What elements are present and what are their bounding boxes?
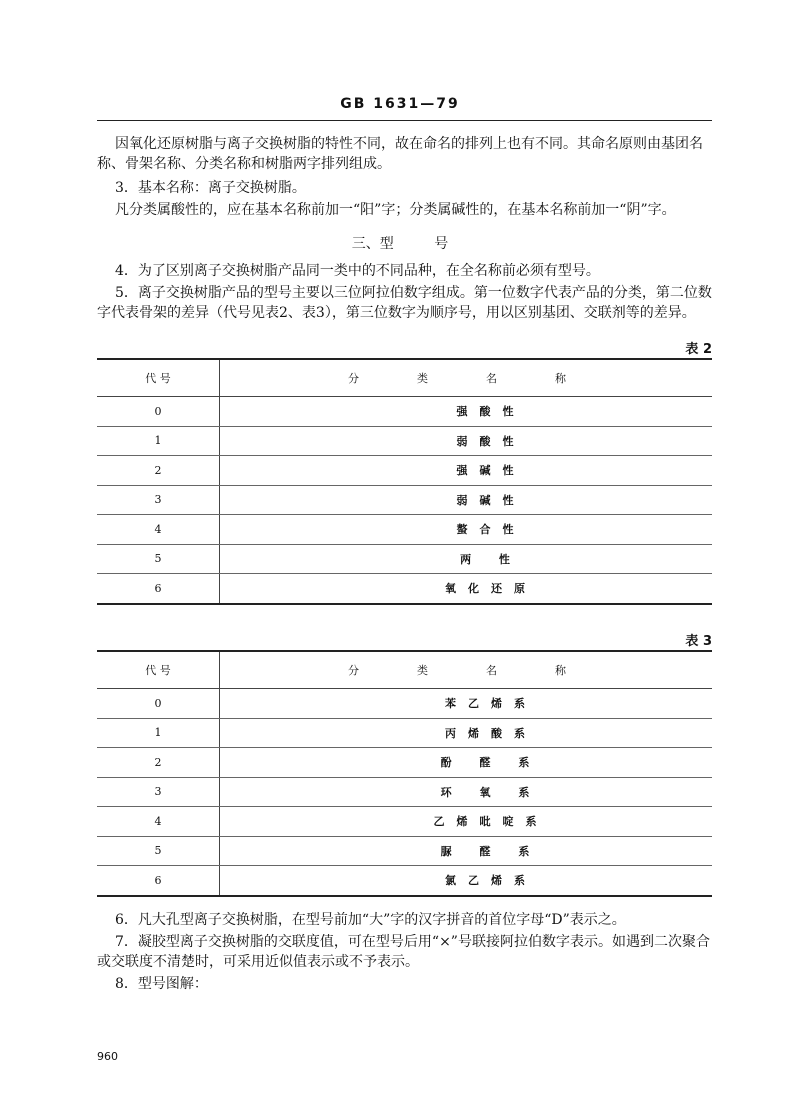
table-cell-code: 6 [97, 866, 220, 896]
table-cell-name: 苯乙烯系 [220, 689, 713, 719]
table-cell-code: 2 [97, 748, 220, 778]
table-2 [97, 358, 712, 605]
paragraph-6: 6．凡大孔型离子交换树脂，在型号前加“大”字的汉字拼音的首位字母“D”表示之。 [115, 912, 626, 928]
table-cell-code: 0 [97, 689, 220, 719]
table-row [97, 397, 712, 427]
table-cell-code: 3 [97, 777, 220, 807]
header-rule [97, 120, 712, 121]
table-3-label: 表 3 [685, 634, 712, 649]
table-cell-name: 强碱性 [220, 456, 713, 486]
table-row [97, 515, 712, 545]
table-3-header-name: 分类名称 [220, 651, 713, 689]
paragraph-8: 8．型号图解： [115, 976, 208, 992]
paragraph-naming-rule: 因氧化还原树脂与离子交换树脂的特性不同，故在命名的排列上也有不同。其命名原则由基团名称、骨架名称、分类名称和树脂两字排列组成。 [97, 136, 703, 172]
section-title: 三、型 号 [351, 236, 449, 252]
table-row [97, 689, 712, 719]
table-cell-code: 4 [97, 515, 220, 545]
table-cell-name: 脲 醛 系 [220, 836, 713, 866]
table-cell-code: 3 [97, 485, 220, 515]
table-cell-name: 弱碱性 [220, 485, 713, 515]
table-row [97, 866, 712, 896]
paragraph-4: 4．为了区别离子交换树脂产品同一类中的不同品种，在全名称前必须有型号。 [115, 263, 600, 279]
document-header: GB 1631—79 [340, 96, 460, 112]
page-number: 960 [97, 1050, 118, 1063]
table-cell-code: 0 [97, 397, 220, 427]
table-row [97, 807, 712, 837]
table-cell-name: 环 氧 系 [220, 777, 713, 807]
table-row [97, 748, 712, 778]
table-row [97, 485, 712, 515]
table-3-header-code: 代 号 [97, 651, 220, 689]
table-cell-name: 两 性 [220, 544, 713, 574]
table-row [97, 836, 712, 866]
table-cell-name: 乙烯吡啶系 [220, 807, 713, 837]
table-2-header-code: 代 号 [97, 359, 220, 397]
table-2-header-name: 分类名称 [220, 359, 713, 397]
table-2-label: 表 2 [685, 342, 712, 357]
table-cell-name: 强酸性 [220, 397, 713, 427]
table-cell-name: 氯乙烯系 [220, 866, 713, 896]
table-row [97, 456, 712, 486]
table-cell-code: 4 [97, 807, 220, 837]
table-cell-name: 弱酸性 [220, 426, 713, 456]
table-cell-name: 丙烯酸系 [220, 718, 713, 748]
table-3 [97, 650, 712, 897]
table-cell-name: 螯合性 [220, 515, 713, 545]
table-cell-code: 1 [97, 718, 220, 748]
table-cell-name: 酚 醛 系 [220, 748, 713, 778]
table-cell-code: 2 [97, 456, 220, 486]
table-cell-code: 6 [97, 574, 220, 604]
table-row [97, 777, 712, 807]
table-cell-code: 5 [97, 836, 220, 866]
paragraph-3: 3．基本名称：离子交换树脂。 [115, 180, 306, 196]
table-cell-code: 1 [97, 426, 220, 456]
paragraph-5: 5．离子交换树脂产品的型号主要以三位阿拉伯数字组成。第一位数字代表产品的分类，第二位数字代表骨架的差异（代号见表2、表3），第三位数字为顺序号，用以区别基团、交联剂等的差异。 [97, 285, 712, 321]
paragraph-7: 7．凝胶型离子交换树脂的交联度值，可在型号后用“×”号联接阿拉伯数字表示。如遇到二次聚合或交联度不清楚时，可采用近似值表示或不予表示。 [97, 934, 710, 970]
table-row [97, 426, 712, 456]
table-row [97, 544, 712, 574]
table-cell-name: 氧化还原 [220, 574, 713, 604]
table-row [97, 574, 712, 604]
paragraph-anion-cation: 凡分类属酸性的，应在基本名称前加一“阳”字；分类属碱性的，在基本名称前加一“阴”字。 [115, 202, 676, 218]
table-row [97, 718, 712, 748]
table-cell-code: 5 [97, 544, 220, 574]
